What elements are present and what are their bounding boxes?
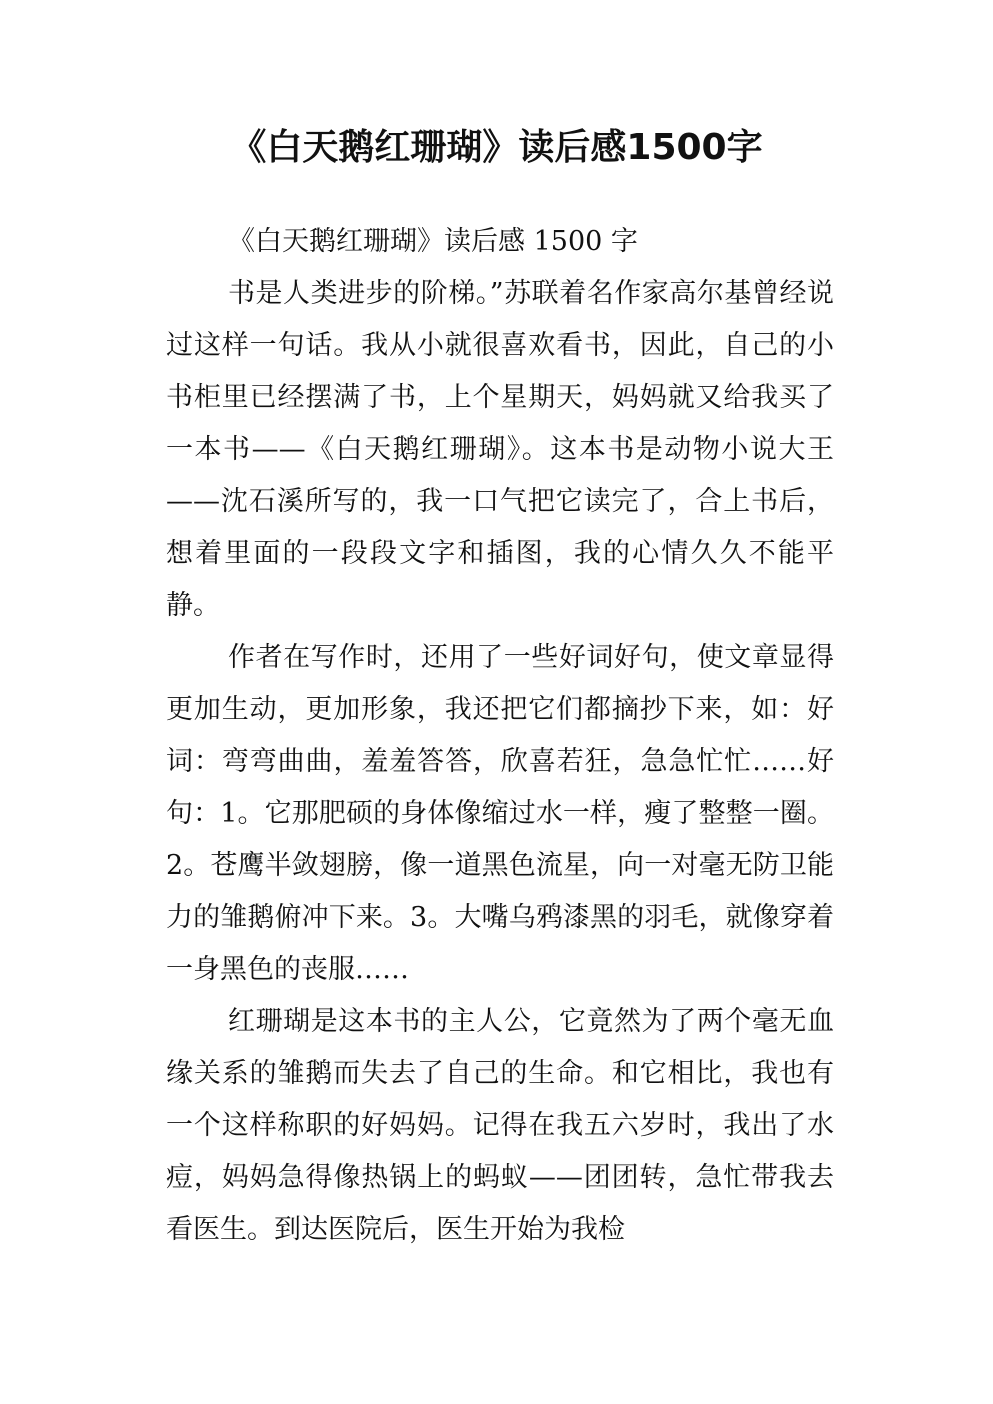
paragraph-2: 作者在写作时，还用了一些好词好句，使文章显得更加生动，更加形象，我还把它们都摘抄下来，如：好词：弯弯曲曲，羞羞答答，欣喜若狂，急急忙忙……好句：1。它那肥硕的身体像缩过水一样，瘦了整整一圈。2。苍鹰半敛翅膀，像一道黑色流星，向一对毫无防卫能力的雏鹅俯冲下来。3。大嘴乌鸦漆黑的羽毛，就像穿着一身黑色的丧服……	[166, 642, 834, 985]
paragraph-3: 红珊瑚是这本书的主人公，它竟然为了两个毫无血缘关系的雏鹅而失去了自己的生命。和它相比，我也有一个这样称职的好妈妈。记得在我五六岁时，我出了水痘，妈妈急得像热锅上的蚂蚁——团团转，急忙带我去看医生。到达医院后，医生开始为我检	[166, 1006, 834, 1245]
document-title: 《白天鹅红珊瑚》读后感1500字	[230, 127, 763, 168]
document-body	[166, 214, 834, 1256]
paragraph-1: 书是人类进步的阶梯。”苏联着名作家高尔基曾经说过这样一句话。我从小就很喜欢看书，因此，自己的小书柜里已经摆满了书，上个星期天，妈妈就又给我买了一本书——《白天鹅红珊瑚》。这本书是动物小说大王——沈石溪所写的，我一口气把它读完了，合上书后，想着里面的一段段文字和插图，我的心情久久不能平静。	[166, 278, 834, 621]
document-subtitle: 《白天鹅红珊瑚》读后感 1500 字	[228, 226, 638, 257]
